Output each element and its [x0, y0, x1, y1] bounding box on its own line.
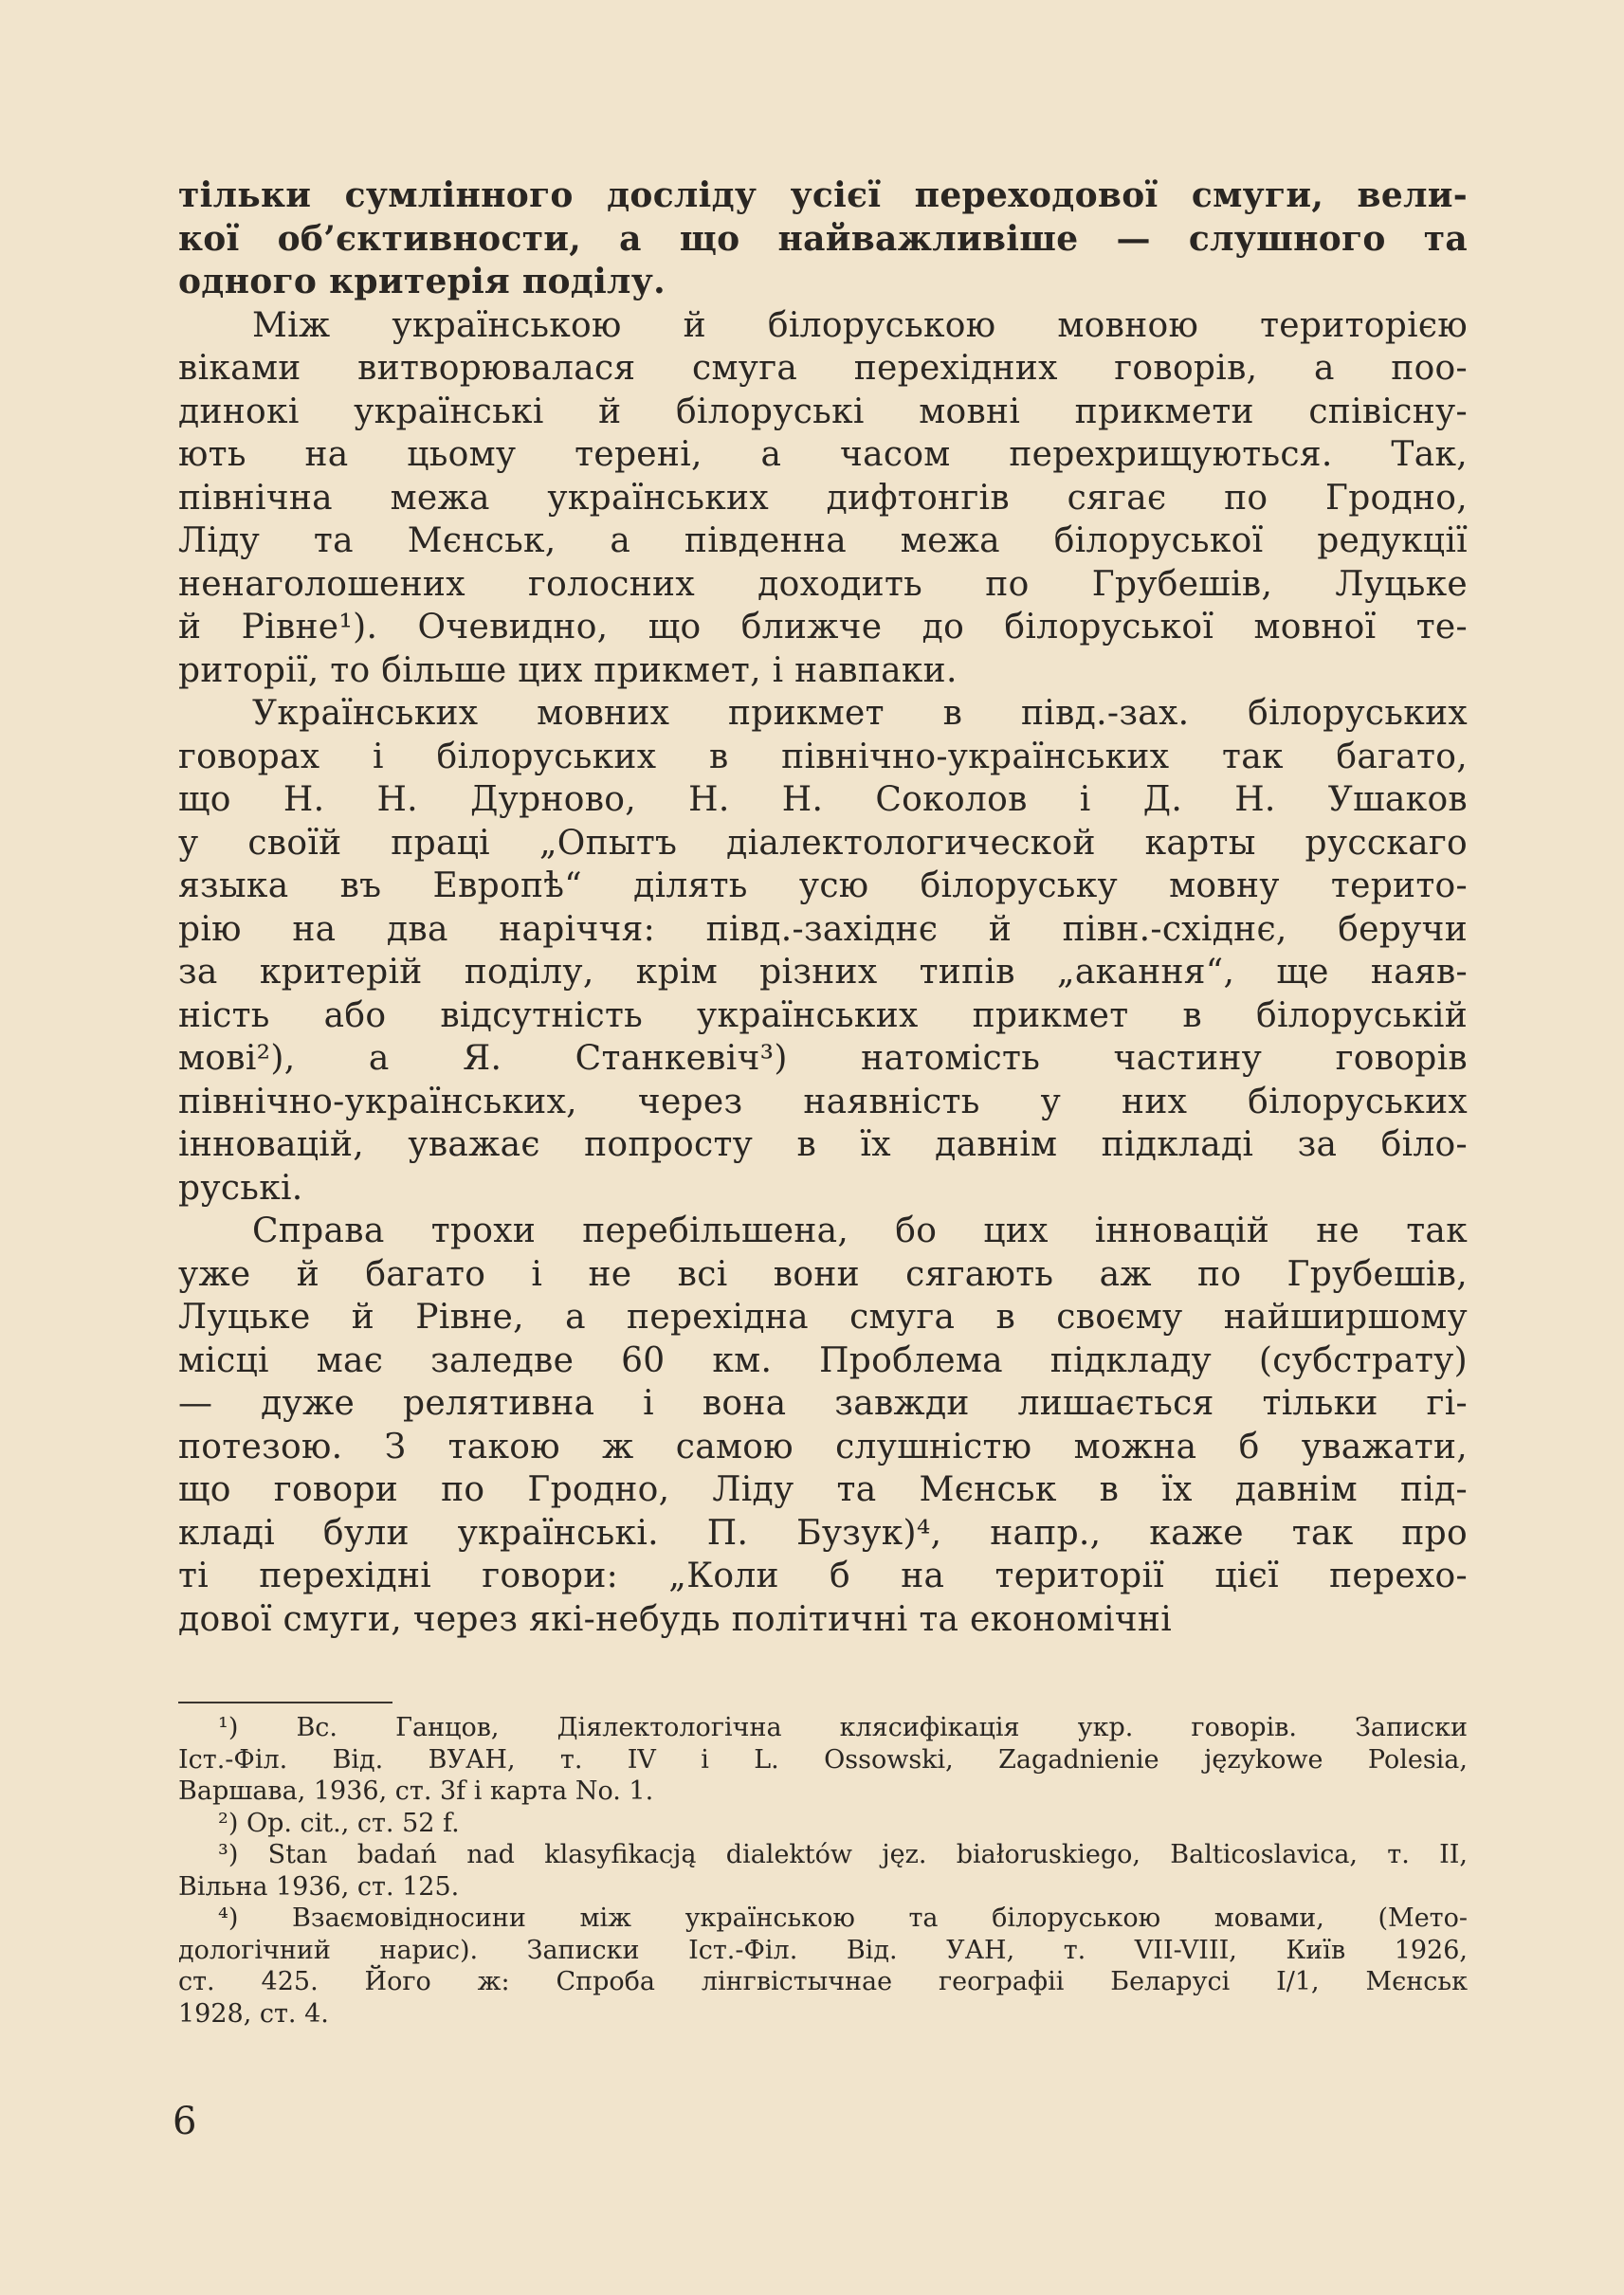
text-line: Українських мовних прикмет в півд.-зах. білоруських	[252, 694, 1468, 733]
text-line: дової смуги, через які-небудь політичні та економічні	[178, 1599, 1173, 1639]
text-line: за критерій поділу, крім різних типів „акання“, ще наяв-	[178, 953, 1468, 992]
text-line: Між українською й білоруською мовною територією	[252, 305, 1468, 345]
text-line: языка въ Европѣ“ ділять усю білоруську мовну терито-	[178, 866, 1468, 905]
text-line: тільки сумлінного досліду усієї переходової смуги, вели-	[178, 175, 1468, 215]
text-line: Ліду та Мєнськ, а південна межа білоруської редукції	[178, 521, 1468, 560]
text-line: північна межа українських дифтонгів сягає по Гродно,	[178, 478, 1468, 518]
footnote-line: ⁴) Взаємовідносини між українською та білоруською мовами, (Мето-	[218, 1903, 1468, 1933]
text-line: що говори по Гродно, Ліду та Мєнськ в їх давнім під-	[178, 1470, 1468, 1509]
text-line: потезою. З такою ж самою слушністю можна б уважати,	[178, 1427, 1468, 1466]
text-line: говорах і білоруських в північно-українських так багато,	[178, 737, 1468, 776]
text-line: інновацій, уважає попросту в їх давнім підкладі за біло-	[178, 1125, 1468, 1164]
footnote-line: Вільна 1936, ст. 125.	[178, 1871, 460, 1902]
main-text	[178, 174, 1468, 1641]
text-line: ті перехідні говори: „Коли б на території цієї перехо-	[178, 1557, 1468, 1595]
text-line: місці має заледве 60 км. Проблема підкладу (субстрату)	[178, 1340, 1468, 1380]
text-line: у своїй праці „Опытъ діалектологической карты русскаго	[178, 823, 1468, 863]
text-line: кладі були українські. П. Бузук)⁴, напр., каже так про	[178, 1513, 1468, 1553]
text-line: одного критерія поділу.	[178, 262, 666, 301]
footnote	[178, 1808, 1468, 1840]
footnote-line: Іст.-Філ. Від. ВУАН, т. IV і L. Ossowski, Zagadnienie językowe Polesia,	[178, 1744, 1468, 1775]
text-line: риторії, то більше цих прикмет, і навпаки.	[178, 650, 958, 690]
footnote-line: Варшава, 1936, ст. 3f і карта No. 1.	[178, 1776, 654, 1806]
text-line: кої об’єктивности, а що найважливіше — слушного та	[178, 218, 1468, 259]
text-line: що Н. Н. Дурново, Н. Н. Соколов і Д. Н. Ушаков	[178, 780, 1468, 819]
text-line: ють на цьому терені, а часом перехрищуються. Так,	[178, 435, 1468, 474]
footnote	[178, 1839, 1468, 1903]
footnote-line: 1928, ст. 4.	[178, 1998, 329, 2029]
paragraph	[178, 304, 1468, 693]
paragraph	[178, 1210, 1468, 1641]
text-line: Луцьке й Рівне, а перехідна смуга в своєму найширшому	[178, 1298, 1468, 1337]
text-line: й Рівне¹). Очевидно, що ближче до білоруської мовної те-	[178, 608, 1468, 647]
footnote-line: ¹) Вс. Ганцов, Діялектологічна клясифікація укр. говорів. Записки	[218, 1713, 1468, 1742]
paragraph	[178, 174, 1468, 304]
footnotes	[178, 1712, 1468, 2030]
footnote-line: ²) Op. cit., ст. 52 f.	[218, 1808, 460, 1838]
text-line: рію на два наріччя: півд.-західнє й півн.-східнє, беручи	[178, 909, 1468, 949]
text-line: віками витворювалася смуга перехідних говорів, а поо-	[178, 349, 1468, 388]
footnote-line: ³) Stan badań nad klasyfikacją dialektów jęz. białoruskiego, Balticoslavica, т. II,	[218, 1840, 1468, 1869]
footnote	[178, 1903, 1468, 2030]
text-line: мові²), а Я. Станкевіч³) натомість частину говорів	[178, 1039, 1468, 1078]
text-line: — дуже релятивна і вона завжди лишається тільки гі-	[178, 1384, 1468, 1423]
text-line: руські.	[178, 1168, 303, 1208]
text-line: ність або відсутність українських прикмет в білоруській	[178, 995, 1468, 1035]
page-number: 6	[173, 2100, 197, 2143]
footnote-line: ст. 425. Його ж: Спроба лінгвістычнае географіі Беларусі I/1, Мєнськ	[178, 1967, 1468, 1996]
footnote-separator	[178, 1702, 392, 1703]
footnote-line: дологічний нарис). Записки Іст.-Філ. Від. УАН, т. VII-VIII, Київ 1926,	[178, 1935, 1468, 1965]
text-line: уже й багато і не всі вони сягають аж по Грубешів,	[178, 1254, 1468, 1294]
paragraph	[178, 692, 1468, 1210]
text-line: динокі українські й білоруські мовні прикмети співісну-	[178, 392, 1468, 431]
text-line: ненаголошених голосних доходить по Грубешів, Луцьке	[178, 564, 1468, 604]
footnote	[178, 1712, 1468, 1808]
text-line: північно-українських, через наявність у них білоруських	[178, 1082, 1468, 1121]
text-line: Справа трохи перебільшена, бо цих інновацій не так	[252, 1211, 1468, 1250]
